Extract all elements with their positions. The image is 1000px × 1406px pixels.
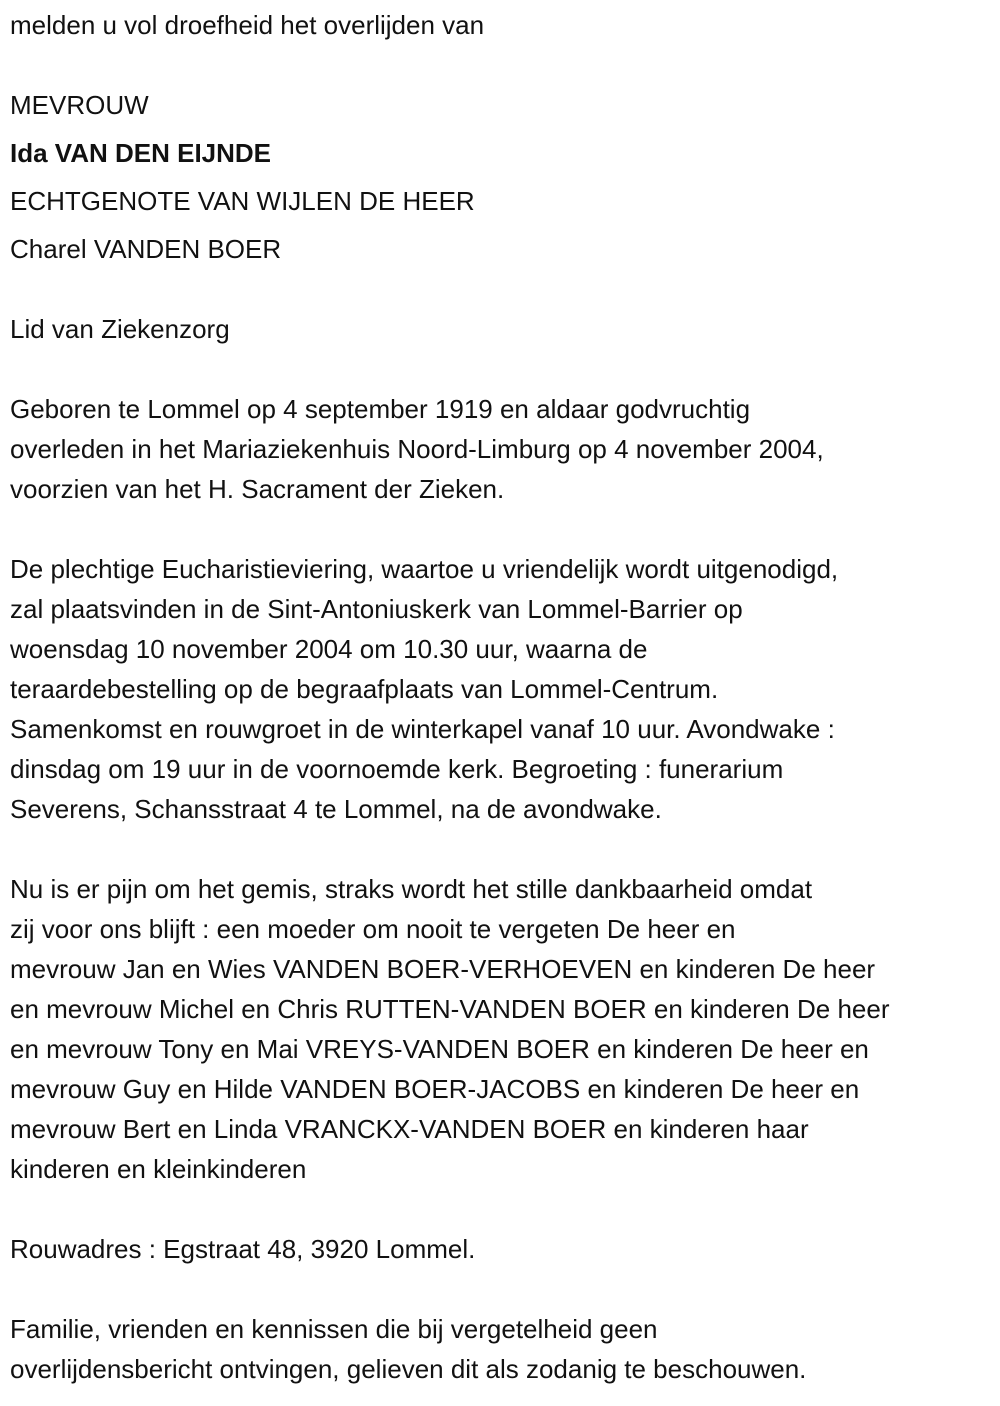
closing-line: Familie, vrienden en kennissen die bij vergetelheid geen [10,1314,658,1344]
ceremony-line: De plechtige Eucharistieviering, waartoe u vriendelijk wordt uitgenodigd, [10,554,839,584]
title: MEVROUW [10,90,149,120]
family-line: mevrouw Bert en Linda VRANCKX-VANDEN BOER en kinderen haar [10,1114,809,1144]
family-line: mevrouw Jan en Wies VANDEN BOER-VERHOEVEN en kinderen De heer [10,954,876,984]
ceremony-line: Samenkomst en rouwgroet in de winterkapel vanaf 10 uur. Avondwake : [10,714,835,744]
relation: ECHTGENOTE VAN WIJLEN DE HEER [10,186,475,216]
mourning-address: Rouwadres : Egstraat 48, 3920 Lommel. [10,1234,476,1264]
ceremony-line: Severens, Schansstraat 4 te Lommel, na de avondwake. [10,794,662,824]
deceased-name: Ida VAN DEN EIJNDE [10,138,272,168]
family-line: en mevrouw Michel en Chris RUTTEN-VANDEN BOER en kinderen De heer [10,994,890,1024]
ceremony-line: woensdag 10 november 2004 om 10.30 uur, waarna de [10,634,648,664]
ceremony-line: zal plaatsvinden in de Sint-Antoniuskerk van Lommel-Barrier op [10,594,743,624]
intro-text: melden u vol droefheid het overlijden van [10,10,485,40]
birth-death-line: overleden in het Mariaziekenhuis Noord-Limburg op 4 november 2004, [10,434,824,464]
family-line: mevrouw Guy en Hilde VANDEN BOER-JACOBS en kinderen De heer en [10,1074,860,1104]
spouse-name: Charel VANDEN BOER [10,234,282,264]
membership: Lid van Ziekenzorg [10,314,230,344]
family-line: Nu is er pijn om het gemis, straks wordt het stille dankbaarheid omdat [10,874,813,904]
ceremony-line: teraardebestelling op de begraafplaats van Lommel-Centrum. [10,674,719,704]
family-line: zij voor ons blijft : een moeder om nooit te vergeten De heer en [10,914,736,944]
birth-death-line: voorzien van het H. Sacrament der Zieken. [10,474,505,504]
birth-death-line: Geboren te Lommel op 4 september 1919 en aldaar godvruchtig [10,394,751,424]
ceremony-line: dinsdag om 19 uur in de voornoemde kerk. Begroeting : funerarium [10,754,784,784]
closing-line: overlijdensbericht ontvingen, gelieven dit als zodanig te beschouwen. [10,1354,807,1384]
family-line: en mevrouw Tony en Mai VREYS-VANDEN BOER en kinderen De heer en [10,1034,869,1064]
family-line: kinderen en kleinkinderen [10,1154,307,1184]
